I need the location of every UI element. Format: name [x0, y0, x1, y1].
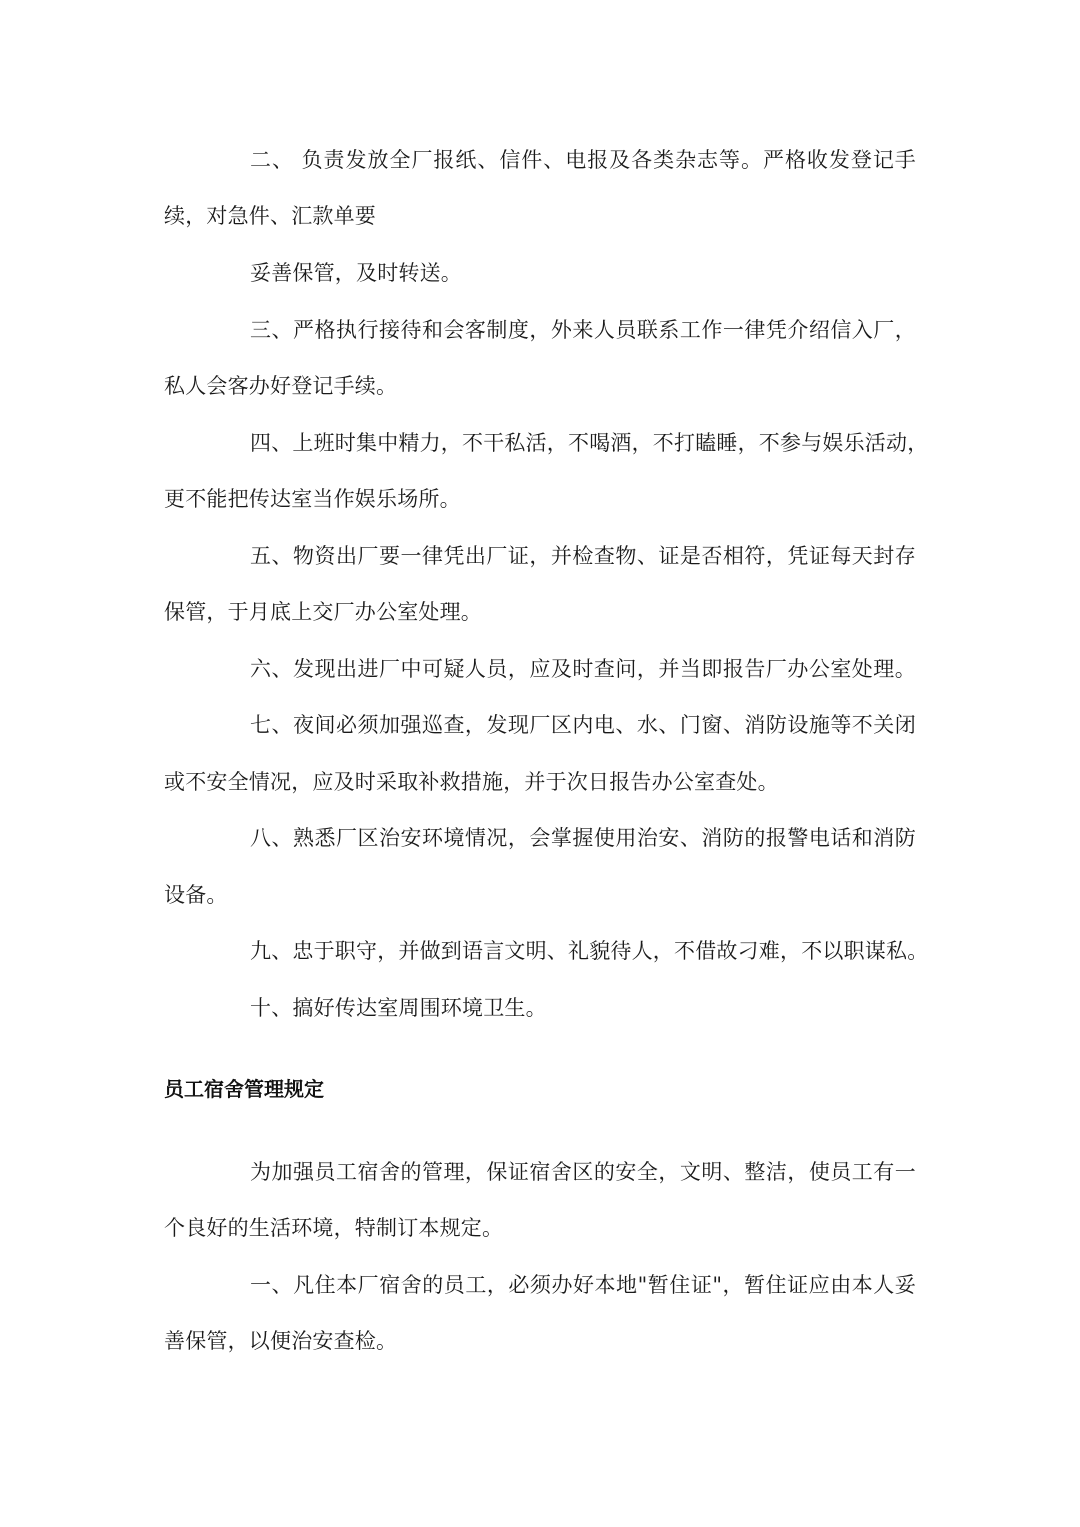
paragraph-line: 设备。: [164, 883, 228, 907]
paragraph-line: 六、发现出进厂中可疑人员，应及时查问，并当即报告厂办公室处理。: [250, 657, 916, 681]
paragraph-line: 个良好的生活环境，特制订本规定。: [164, 1216, 504, 1240]
paragraph-line: 妥善保管，及时转送。: [250, 261, 462, 285]
paragraph-line: 私人会客办好登记手续。: [164, 374, 398, 398]
section-title: 员工宿舍管理规定: [164, 1077, 324, 1101]
paragraph-line: 四、上班时集中精力，不干私活，不喝酒，不打瞌睡，不参与娱乐活动，: [250, 431, 929, 455]
paragraph-line: 保管，于月底上交厂办公室处理。: [164, 600, 482, 624]
paragraph-line: 二、 负责发放全厂报纸、信件、电报及各类杂志等。严格收发登记手: [250, 148, 916, 172]
paragraph-line: 为加强员工宿舍的管理，保证宿舍区的安全，文明、整洁，使员工有一: [250, 1160, 916, 1184]
paragraph-line: 善保管，以便治安查检。: [164, 1329, 398, 1353]
paragraph-line: 或不安全情况，应及时采取补救措施，并于次日报告办公室查处。: [164, 770, 779, 794]
paragraph-line: 九、忠于职守，并做到语言文明、礼貌待人，不借故刁难，不以职谋私。: [250, 939, 929, 963]
paragraph-line: 八、熟悉厂区治安环境情况，会掌握使用治安、消防的报警电话和消防: [250, 826, 916, 850]
paragraph-line: 一、凡住本厂宿舍的员工，必须办好本地"暂住证"，暂住证应由本人妥: [250, 1273, 916, 1297]
paragraph-line: 更不能把传达室当作娱乐场所。: [164, 487, 461, 511]
paragraph-line: 十、搞好传达室周围环境卫生。: [250, 996, 547, 1020]
paragraph-line: 续，对急件、汇款单要: [164, 204, 376, 228]
paragraph-line: 五、物资出厂要一律凭出厂证，并检查物、证是否相符，凭证每天封存: [250, 544, 916, 568]
paragraph-line: 三、严格执行接待和会客制度，外来人员联系工作一律凭介绍信入厂，: [250, 318, 916, 342]
paragraph-line: 七、夜间必须加强巡查，发现厂区内电、水、门窗、消防设施等不关闭: [250, 713, 916, 737]
